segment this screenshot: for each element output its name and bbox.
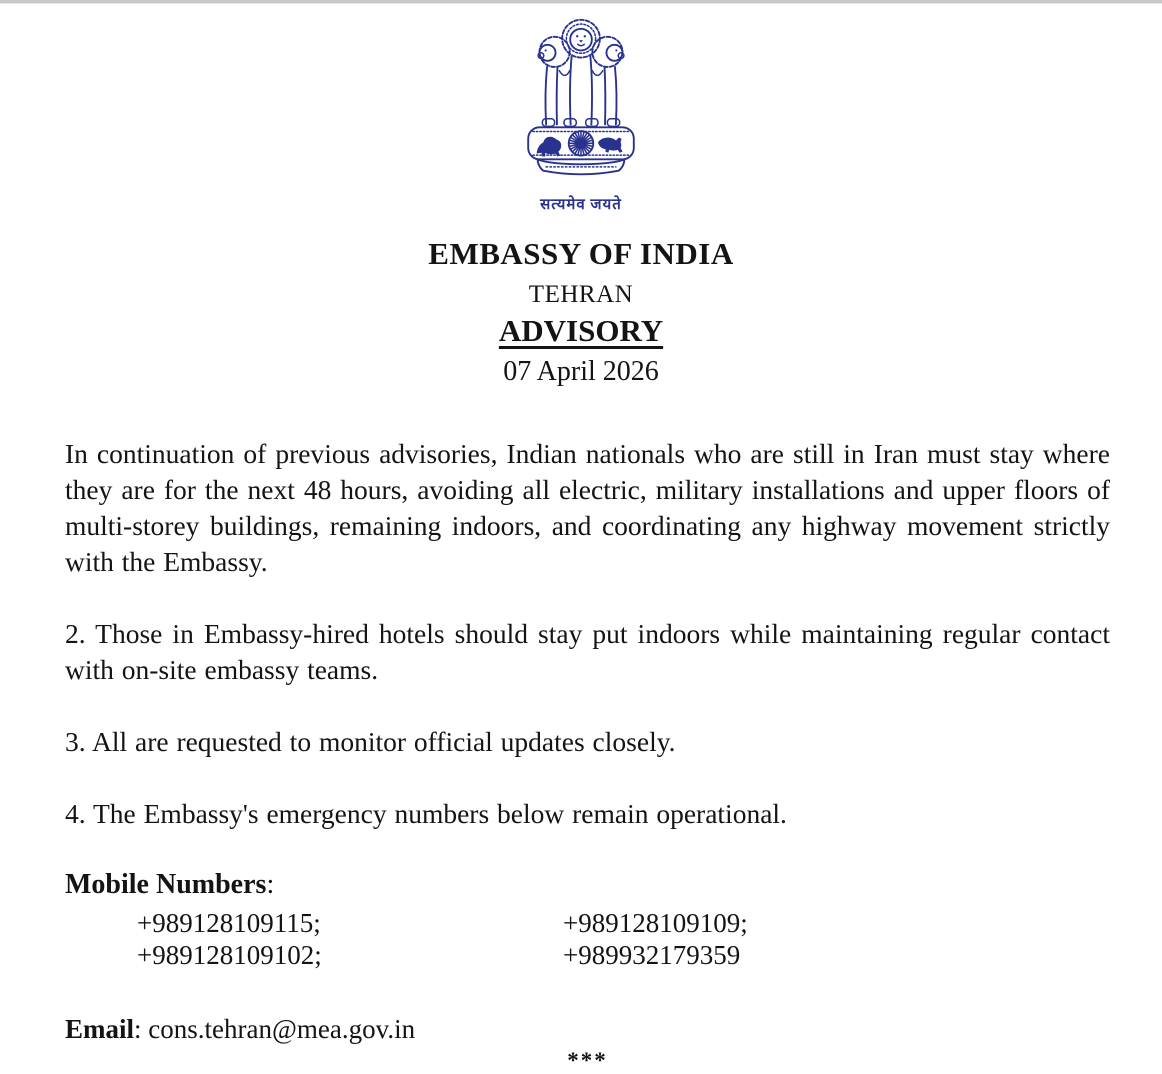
org-city: TEHRAN: [528, 281, 634, 308]
paragraph-4: 4. The Embassy's emergency numbers below remain operational.: [65, 798, 787, 829]
end-of-document-mark: ***: [567, 1048, 608, 1073]
email-label: Email: [65, 1014, 135, 1044]
mobile-numbers-label: Mobile Numbers:: [65, 869, 275, 900]
emblem-bull: [598, 138, 623, 153]
mobile-numbers-list: [65, 907, 1110, 971]
phone-number: +989932179359: [563, 940, 741, 970]
number-row: [137, 939, 1110, 971]
paragraph-3: 3. All are requested to monitor official updates closely.: [65, 726, 676, 757]
document-body: [0, 436, 1162, 1074]
org-title: EMBASSY OF INDIA: [428, 236, 734, 271]
phone-number: +989128109109;: [563, 908, 748, 938]
paragraph-1: In continuation of previous advisories, Indian nationals who are still in Iran must stay where they are for the next 48 hours, avoiding all electric, military installations and upper floors of multi-storey buildings, remaining indoors, and coordinating any highway movement strictly with the Embassy.: [65, 438, 1110, 577]
phone-number: +989128109115;: [137, 908, 321, 938]
phone-number: +989128109102;: [137, 940, 322, 970]
paragraph-2: 2. Those in Embassy-hired hotels should stay put indoors while maintaining regular contact with on-site embassy teams.: [65, 618, 1110, 685]
number-row: [137, 907, 1110, 939]
emblem-motto: सत्यमेव जयते: [540, 197, 622, 213]
email-address: cons.tehran@mea.gov.in: [148, 1014, 416, 1044]
document-header: [0, 236, 1162, 388]
emblem-block: [0, 4, 1162, 214]
emblem-horse: [537, 137, 562, 157]
dharma-chakra-spokes: [569, 132, 592, 155]
email-line: Email: cons.tehran@mea.gov.in: [65, 1014, 416, 1044]
state-emblem-of-india-icon: [515, 10, 647, 188]
doc-date: 07 April 2026: [503, 356, 659, 387]
doc-type-title: ADVISORY: [498, 313, 664, 348]
